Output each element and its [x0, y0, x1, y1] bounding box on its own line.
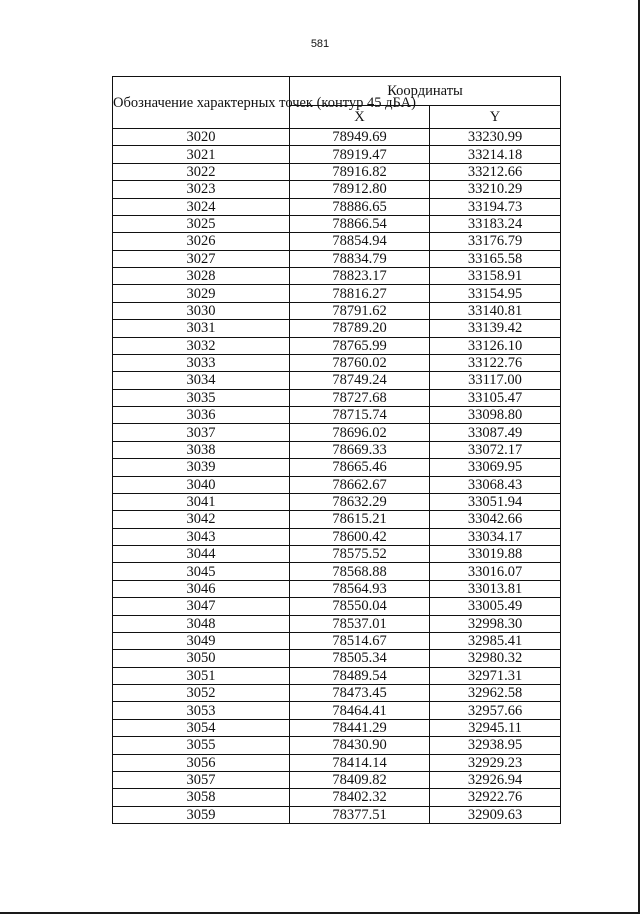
y-coordinate-cell: 32929.23	[430, 754, 561, 771]
table-row	[113, 285, 561, 302]
point-id-cell: 3024	[113, 198, 290, 215]
table-row	[113, 806, 561, 823]
point-id-cell: 3022	[113, 163, 290, 180]
y-coordinate-cell: 33105.47	[430, 389, 561, 406]
x-coordinate-cell: 78441.29	[290, 719, 430, 736]
table-row	[113, 511, 561, 528]
x-coordinate-cell: 78537.01	[290, 615, 430, 632]
x-coordinate-cell: 78632.29	[290, 493, 430, 510]
table-row	[113, 320, 561, 337]
point-id-cell: 3038	[113, 441, 290, 458]
point-id-cell: 3051	[113, 667, 290, 684]
point-id-cell: 3049	[113, 632, 290, 649]
table-row	[113, 302, 561, 319]
x-coordinate-cell: 78430.90	[290, 737, 430, 754]
x-coordinate-cell: 78564.93	[290, 580, 430, 597]
x-coordinate-cell: 78715.74	[290, 407, 430, 424]
column-header-point-label: Обозначение характерных точек (контур 45 дБА)	[113, 77, 290, 129]
table-row	[113, 441, 561, 458]
column-header-x: X	[290, 105, 430, 128]
table-body	[113, 129, 561, 824]
y-coordinate-cell: 33068.43	[430, 476, 561, 493]
table-row	[113, 632, 561, 649]
point-id-cell: 3030	[113, 302, 290, 319]
table-row	[113, 528, 561, 545]
point-id-cell: 3027	[113, 250, 290, 267]
page-number: 581	[310, 38, 330, 50]
table-row	[113, 667, 561, 684]
table-row	[113, 372, 561, 389]
x-coordinate-cell: 78505.34	[290, 650, 430, 667]
table-row	[113, 459, 561, 476]
y-coordinate-cell: 33165.58	[430, 250, 561, 267]
x-coordinate-cell: 78916.82	[290, 163, 430, 180]
table-row	[113, 250, 561, 267]
y-coordinate-cell: 33230.99	[430, 129, 561, 146]
table-row	[113, 719, 561, 736]
table-row	[113, 198, 561, 215]
y-coordinate-cell: 33117.00	[430, 372, 561, 389]
point-id-cell: 3026	[113, 233, 290, 250]
y-coordinate-cell: 32922.76	[430, 789, 561, 806]
y-coordinate-cell: 33210.29	[430, 181, 561, 198]
table-row	[113, 129, 561, 146]
y-coordinate-cell: 32980.32	[430, 650, 561, 667]
y-coordinate-cell: 33069.95	[430, 459, 561, 476]
column-group-header-coordinates: Координаты	[290, 77, 561, 106]
x-coordinate-cell: 78600.42	[290, 528, 430, 545]
x-coordinate-cell: 78414.14	[290, 754, 430, 771]
point-id-cell: 3036	[113, 407, 290, 424]
table-row	[113, 598, 561, 615]
point-id-cell: 3057	[113, 771, 290, 788]
x-coordinate-cell: 78409.82	[290, 771, 430, 788]
y-coordinate-cell: 33019.88	[430, 546, 561, 563]
table-row	[113, 702, 561, 719]
table-row	[113, 354, 561, 371]
x-coordinate-cell: 78791.62	[290, 302, 430, 319]
point-id-cell: 3033	[113, 354, 290, 371]
table-row	[113, 737, 561, 754]
y-coordinate-cell: 33158.91	[430, 268, 561, 285]
x-coordinate-cell: 78912.80	[290, 181, 430, 198]
point-id-cell: 3053	[113, 702, 290, 719]
x-coordinate-cell: 78727.68	[290, 389, 430, 406]
x-coordinate-cell: 78765.99	[290, 337, 430, 354]
x-coordinate-cell: 78760.02	[290, 354, 430, 371]
x-coordinate-cell: 78834.79	[290, 250, 430, 267]
x-coordinate-cell: 78402.32	[290, 789, 430, 806]
point-id-cell: 3041	[113, 493, 290, 510]
point-id-cell: 3059	[113, 806, 290, 823]
y-coordinate-cell: 32962.58	[430, 685, 561, 702]
point-id-cell: 3031	[113, 320, 290, 337]
x-coordinate-cell: 78473.45	[290, 685, 430, 702]
point-id-cell: 3029	[113, 285, 290, 302]
coordinates-table	[112, 76, 561, 824]
x-coordinate-cell: 78665.46	[290, 459, 430, 476]
x-coordinate-cell: 78568.88	[290, 563, 430, 580]
point-id-cell: 3020	[113, 129, 290, 146]
x-coordinate-cell: 78696.02	[290, 424, 430, 441]
x-coordinate-cell: 78749.24	[290, 372, 430, 389]
table-row	[113, 389, 561, 406]
x-coordinate-cell: 78377.51	[290, 806, 430, 823]
point-id-cell: 3021	[113, 146, 290, 163]
table-row	[113, 580, 561, 597]
point-id-cell: 3054	[113, 719, 290, 736]
table-row	[113, 615, 561, 632]
y-coordinate-cell: 33005.49	[430, 598, 561, 615]
point-id-cell: 3045	[113, 563, 290, 580]
x-coordinate-cell: 78669.33	[290, 441, 430, 458]
table-row	[113, 771, 561, 788]
table-row	[113, 493, 561, 510]
y-coordinate-cell: 33214.18	[430, 146, 561, 163]
x-coordinate-cell: 78823.17	[290, 268, 430, 285]
x-coordinate-cell: 78866.54	[290, 215, 430, 232]
point-id-cell: 3055	[113, 737, 290, 754]
point-id-cell: 3035	[113, 389, 290, 406]
point-id-cell: 3043	[113, 528, 290, 545]
y-coordinate-cell: 33140.81	[430, 302, 561, 319]
y-coordinate-cell: 32985.41	[430, 632, 561, 649]
y-coordinate-cell: 33154.95	[430, 285, 561, 302]
point-id-cell: 3034	[113, 372, 290, 389]
table-row	[113, 563, 561, 580]
table-row	[113, 215, 561, 232]
point-id-cell: 3032	[113, 337, 290, 354]
y-coordinate-cell: 33087.49	[430, 424, 561, 441]
y-coordinate-cell: 33072.17	[430, 441, 561, 458]
point-id-cell: 3050	[113, 650, 290, 667]
table-row	[113, 546, 561, 563]
point-id-cell: 3056	[113, 754, 290, 771]
y-coordinate-cell: 32909.63	[430, 806, 561, 823]
table-row	[113, 233, 561, 250]
point-id-cell: 3058	[113, 789, 290, 806]
x-coordinate-cell: 78854.94	[290, 233, 430, 250]
x-coordinate-cell: 78514.67	[290, 632, 430, 649]
point-id-cell: 3048	[113, 615, 290, 632]
x-coordinate-cell: 78662.67	[290, 476, 430, 493]
table-row	[113, 407, 561, 424]
table-row	[113, 337, 561, 354]
point-id-cell: 3039	[113, 459, 290, 476]
y-coordinate-cell: 32957.66	[430, 702, 561, 719]
point-id-cell: 3046	[113, 580, 290, 597]
y-coordinate-cell: 33051.94	[430, 493, 561, 510]
point-id-cell: 3037	[113, 424, 290, 441]
point-id-cell: 3040	[113, 476, 290, 493]
y-coordinate-cell: 33176.79	[430, 233, 561, 250]
x-coordinate-cell: 78789.20	[290, 320, 430, 337]
y-coordinate-cell: 33016.07	[430, 563, 561, 580]
column-header-y: Y	[430, 105, 561, 128]
point-id-cell: 3052	[113, 685, 290, 702]
y-coordinate-cell: 32998.30	[430, 615, 561, 632]
y-coordinate-cell: 33212.66	[430, 163, 561, 180]
y-coordinate-cell: 33042.66	[430, 511, 561, 528]
x-coordinate-cell: 78886.65	[290, 198, 430, 215]
table-row	[113, 268, 561, 285]
y-coordinate-cell: 32945.11	[430, 719, 561, 736]
y-coordinate-cell: 32971.31	[430, 667, 561, 684]
y-coordinate-cell: 33122.76	[430, 354, 561, 371]
y-coordinate-cell: 32926.94	[430, 771, 561, 788]
x-coordinate-cell: 78949.69	[290, 129, 430, 146]
point-id-cell: 3023	[113, 181, 290, 198]
point-id-cell: 3028	[113, 268, 290, 285]
y-coordinate-cell: 33194.73	[430, 198, 561, 215]
table-row	[113, 146, 561, 163]
x-coordinate-cell: 78464.41	[290, 702, 430, 719]
point-id-cell: 3044	[113, 546, 290, 563]
y-coordinate-cell: 33013.81	[430, 580, 561, 597]
table-row	[113, 424, 561, 441]
table-row	[113, 476, 561, 493]
table-row	[113, 685, 561, 702]
y-coordinate-cell: 33098.80	[430, 407, 561, 424]
table-row	[113, 163, 561, 180]
x-coordinate-cell: 78489.54	[290, 667, 430, 684]
y-coordinate-cell: 32938.95	[430, 737, 561, 754]
y-coordinate-cell: 33139.42	[430, 320, 561, 337]
point-id-cell: 3042	[113, 511, 290, 528]
y-coordinate-cell: 33126.10	[430, 337, 561, 354]
table-row	[113, 789, 561, 806]
point-id-cell: 3025	[113, 215, 290, 232]
x-coordinate-cell: 78816.27	[290, 285, 430, 302]
table-row	[113, 754, 561, 771]
y-coordinate-cell: 33034.17	[430, 528, 561, 545]
table-row	[113, 181, 561, 198]
x-coordinate-cell: 78550.04	[290, 598, 430, 615]
x-coordinate-cell: 78575.52	[290, 546, 430, 563]
y-coordinate-cell: 33183.24	[430, 215, 561, 232]
x-coordinate-cell: 78615.21	[290, 511, 430, 528]
point-id-cell: 3047	[113, 598, 290, 615]
table-row	[113, 650, 561, 667]
x-coordinate-cell: 78919.47	[290, 146, 430, 163]
